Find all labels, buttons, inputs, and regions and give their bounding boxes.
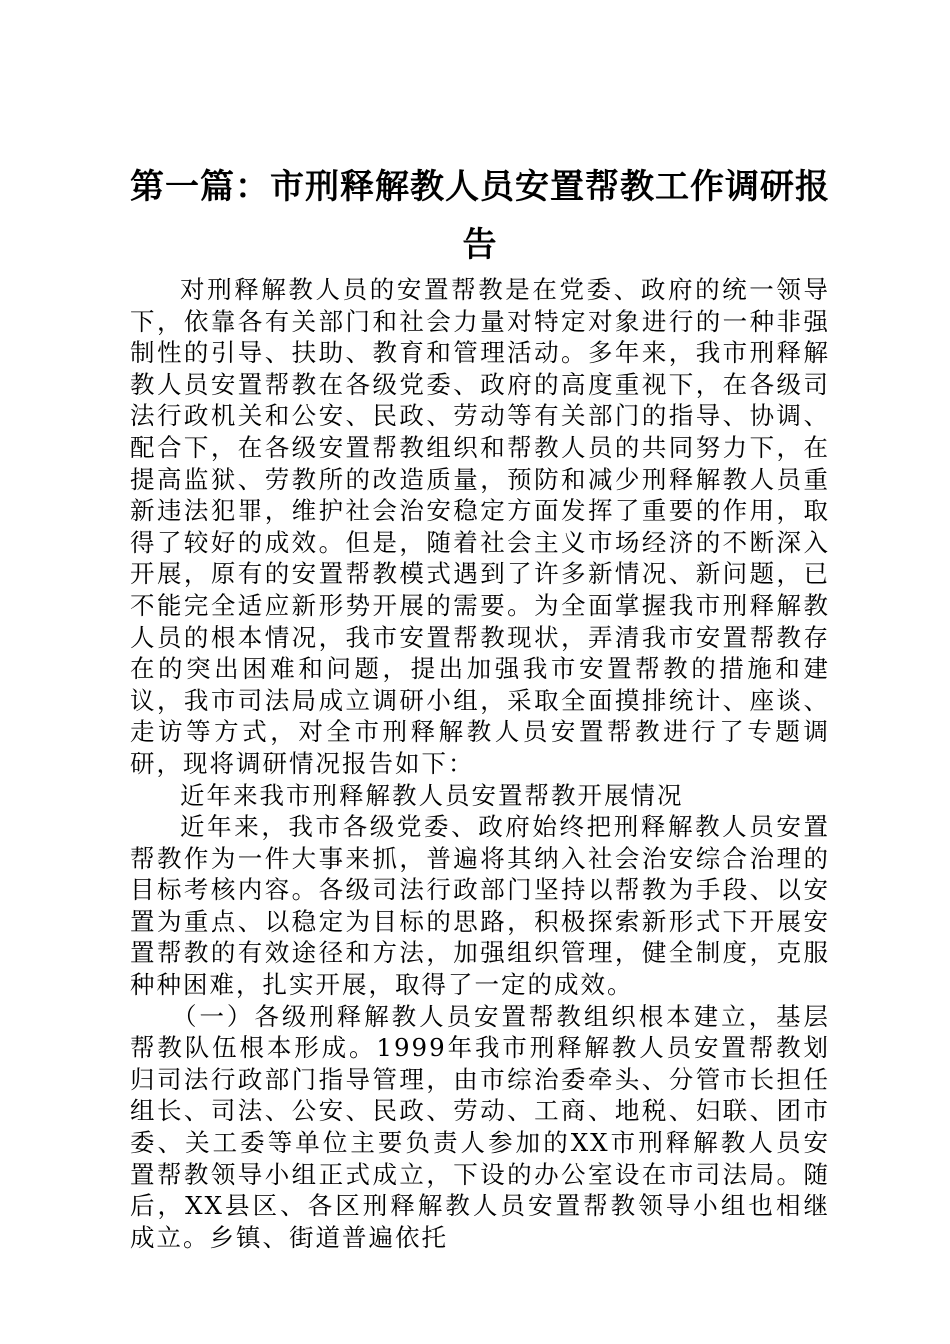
document-page [130,158,830,1253]
intro-paragraph: 对刑释解教人员的安置帮教是在党委、政府的统一领导下，依靠各有关部门和社会力量对特定对象进行的一种非强制性的引导、扶助、教育和管理活动。多年来，我市刑释解教人员安置帮教在各级党委、政府的高度重视下，在各级司法行政机关和公安、民政、劳动等有关部门的指导、协调、配合下，在各级安置帮教组织和帮教人员的共同努力下，在提高监狱、劳教所的改造质量，预防和减少刑释解教人员重新违法犯罪，维护社会治安稳定方面发挥了重要的作用，取得了较好的成效。但是，随着社会主义市场经济的不断深入开展，原有的安置帮教模式遇到了许多新情况、新问题，已不能完全适应新形势开展的需要。为全面掌握我市刑释解教人员的根本情况，我市安置帮教现状，弄清我市安置帮教存在的突出困难和问题，提出加强我市安置帮教的措施和建议，我市司法局成立调研小组，采取全面摸排统计、座谈、走访等方式，对全市刑释解教人员安置帮教进行了专题调研，现将调研情况报告如下： [130,275,830,778]
section-heading: 近年来我市刑释解教人员安置帮教开展情况 [180,780,684,810]
document-title: 第一篇：市刑释解教人员安置帮教工作调研报告 [130,167,830,265]
section-paragraph: 近年来，我市各级党委、政府始终把刑释解教人员安置帮教作为一件大事来抓，普遍将其纳入社会治安综合治理的目标考核内容。各级司法行政部门坚持以帮教为手段、以安置为重点、以稳定为目标的思路，积极探索新形式下开展安置帮教的有效途径和方法，加强组织管理，健全制度，克服种种困难，扎实开展，取得了一定的成效。 [130,812,830,1000]
subsection-paragraph: （一）各级刑释解教人员安置帮教组织根本建立，基层帮教队伍根本形成。1999年我市刑释解教人员安置帮教划归司法行政部门指导管理，由市综治委牵头、分管市长担任组长、司法、公安、民政、劳动、工商、地税、妇联、团市委、关工委等单位主要负责人参加的XX市刑释解教人员安置帮教领导小组正式成立，下设的办公室设在市司法局。随后，XX县区、各区刑释解教人员安置帮教领导小组也相继成立。乡镇、街道普遍依托 [130,1001,830,1252]
